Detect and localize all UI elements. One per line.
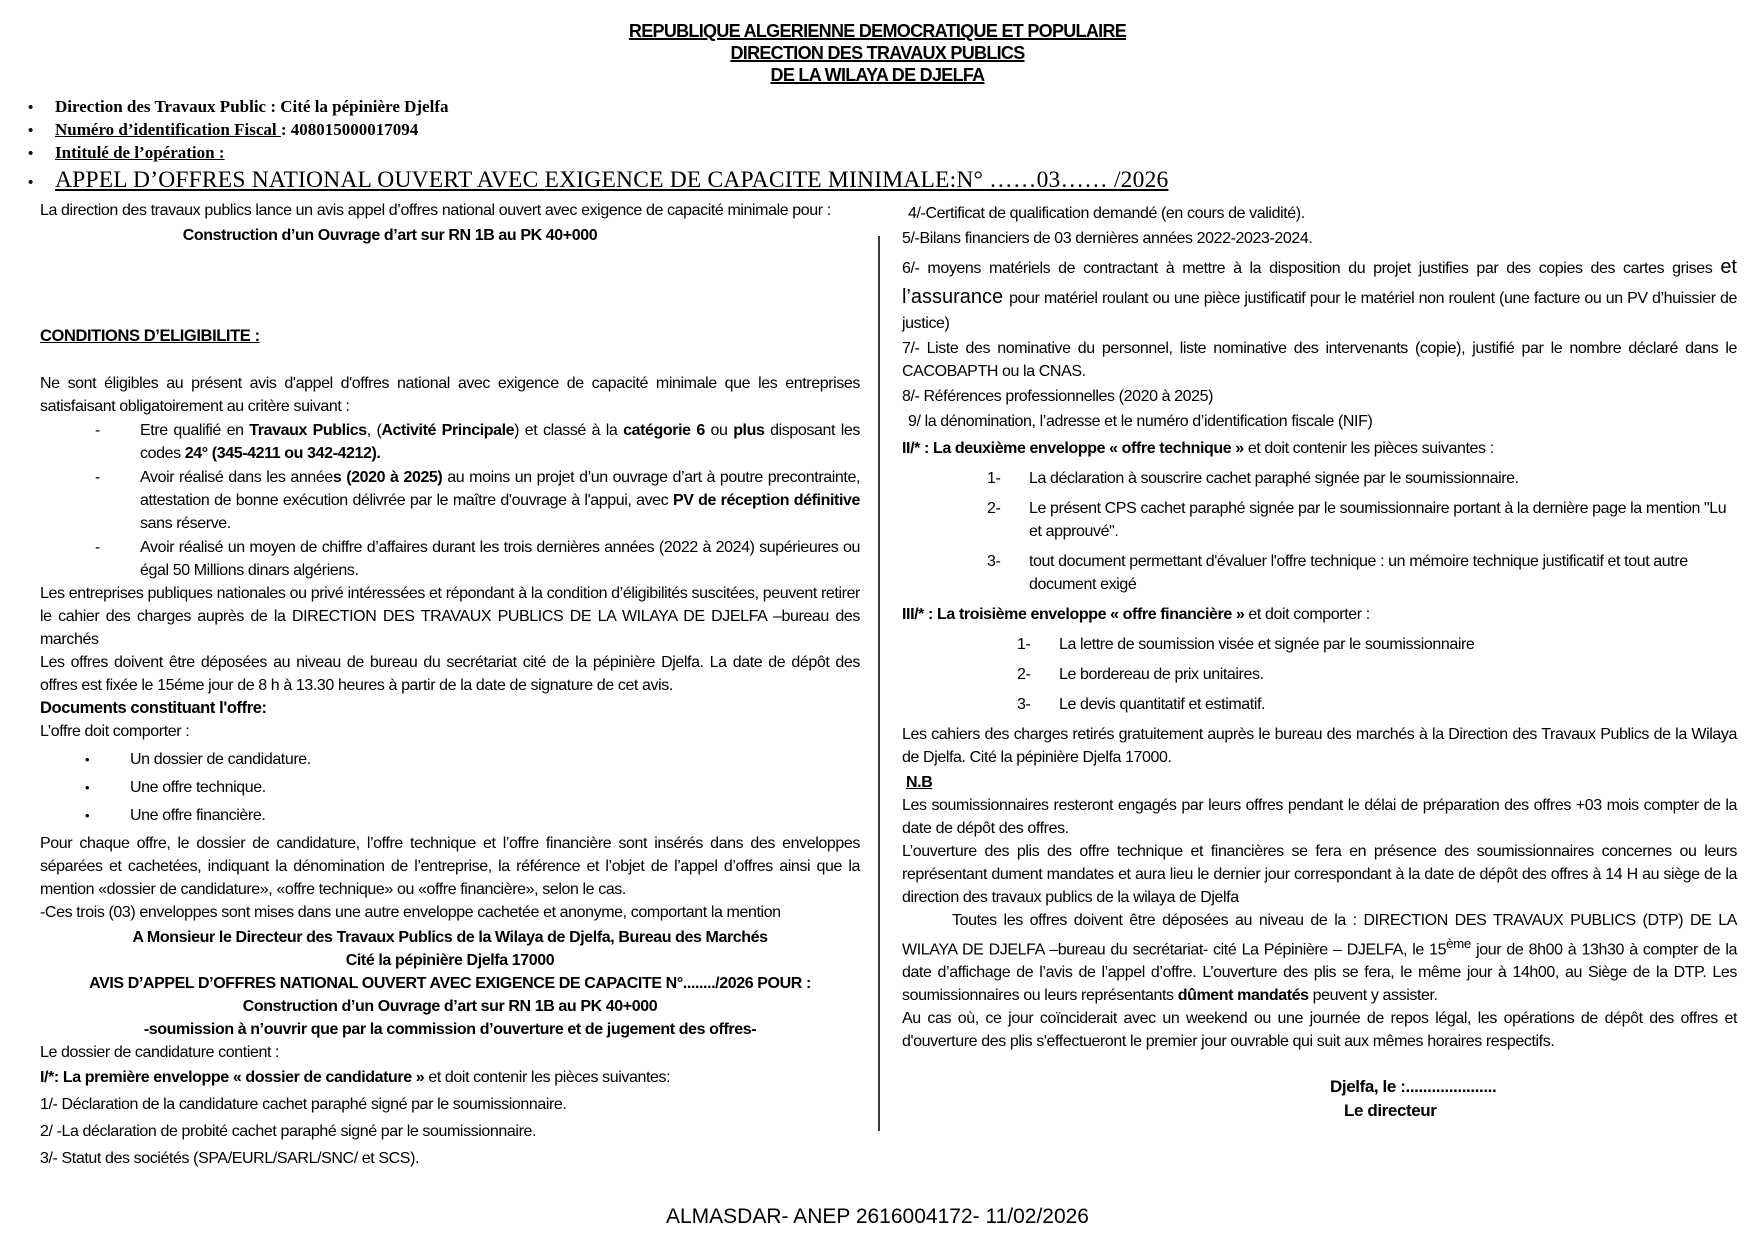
cahiers-paragraph: Les cahiers des charges retirés gratuitement auprès le bureau des marchés à la Direction des Travaux Publics de la Wilaya de Djelfa. Cité la pépinière Djelfa 17000. [902, 726, 1737, 766]
meta-operation-row [28, 142, 1755, 164]
envelope1-item: 2/ -La déclaration de probité cachet paraphé signé par le soumissionnaire. [40, 1123, 537, 1140]
criterion-text: Etre qualifié en Travaux Publics, (Activité Principale) et classé à la catégorie 6 ou plus disposant les codes 24° (345-4211 ou 342-4212). [140, 422, 860, 462]
item-number: 1- [1017, 636, 1031, 653]
item-number: 2- [1017, 666, 1031, 683]
nb-weekend-paragraph: Au cas où, ce jour coïnciderait avec un weekend ou une journée de repos légal, les opérations de dépôt des offres et d'ouverture des plis s'effectueront le premier jour ouvrable qui suit aux mêmes horaires respectifs. [902, 1010, 1737, 1051]
fiscal-id-value: : 408015000017094 [280, 120, 419, 139]
piece-item-6: 6/- moyens matériels de contractant à mettre à la disposition du projet justifies par des copies des cartes grises et l’assurance pour matériel roulant ou une pièce justificatif pour le matériel non roulent (une facture ou un PV d’huissier de justice) [902, 256, 1737, 332]
piece-item-4: 4/-Certificat de qualification demandé (en cours de validité). [908, 205, 1305, 222]
envelope2-item [902, 497, 1737, 543]
address-line: A Monsieur le Directeur des Travaux Publics de la Wilaya de Djelfa, Bureau des Marchés [132, 929, 768, 946]
eligibility-heading: CONDITIONS D’ELIGIBILITE : [40, 327, 260, 345]
envelope3-item [902, 663, 1737, 686]
offer-intro: L’offre doit comporter : [40, 723, 190, 740]
piece-item-8: 8/- Références professionnelles (2020 à 2025) [902, 388, 1214, 405]
item-number: 2- [987, 500, 1001, 517]
header-wilaya-line: DE LA WILAYA DE DJELFA [770, 65, 985, 85]
document-columns [0, 200, 1755, 1174]
nb-deposit-paragraph: Toutes les offres doivent être déposées au niveau de la : DIRECTION DES TRAVAUX PUBLICS (DTP) DE LA WILAYA DE DJELFA –bureau du secrétariat- cité La Pépinière – DJELFA, le 15ème jour de 8h00 à 13h30 à compter de la date d’affichage de l’avis de l’appel d’offre. L’ouverture des plis se fera, le même jour à 14h00, au Siège de la DTP. Les soumissionnaires ou leurs représentants dûment mandatés peuvent y assister. [902, 912, 1737, 1005]
signature-block [1330, 1075, 1737, 1123]
criterion-qualification [40, 419, 860, 465]
right-column [902, 200, 1755, 1174]
document-header [0, 0, 1755, 86]
item-number: 3- [987, 553, 1001, 570]
bullet-icon: • [85, 808, 90, 823]
offer-item-label: Un dossier de candidature. [130, 751, 311, 768]
offer-item-label: Une offre technique. [130, 779, 266, 796]
meta-title-row [28, 167, 1755, 193]
item-text: Le devis quantitatif et estimatif. [1059, 696, 1266, 713]
criterion-experience [40, 466, 860, 535]
meta-nif-row [28, 119, 1755, 141]
envelope3-heading: III/* : La troisième enveloppe « offre financière » et doit comporter : [902, 606, 1370, 623]
three-envelopes-paragraph: -Ces trois (03) enveloppes sont mises dans une autre enveloppe cachetée et anonyme, comportant la mention [40, 904, 781, 921]
address-line: Construction d’un Ouvrage d’art sur RN 1B au PK 40+000 [242, 998, 658, 1015]
deposit-paragraph: Les offres doivent être déposées au niveau de bureau du secrétariat cité de la pépinière Djelfa. La date de dépôt des offres est fixée le 15éme jour de 8 h à 13.30 heures à partir de la date de signature de cet avis. [40, 654, 860, 694]
item-text: Le bordereau de prix unitaires. [1059, 666, 1264, 683]
envelope3-item [902, 633, 1737, 656]
criterion-turnover [40, 536, 860, 582]
envelope2-item [902, 550, 1737, 596]
intro-lead: La direction des travaux publics lance un avis appel d’offres national ouvert avec exigence de capacité minimale pour : [40, 202, 831, 219]
criterion-text: Avoir réalisé dans les années (2020 à 2025) au moins un projet d’un ouvrage d’art à poutre precontrainte, attestation de bonne exécution délivrée par le maître d'ouvrage à l'appui, avec PV de réception définitive sans réserve. [140, 469, 860, 532]
bullet-icon: • [28, 174, 34, 191]
offer-item [40, 776, 860, 799]
fiscal-id-label: Numéro d’identification Fiscal [55, 120, 281, 139]
address-line: -soumission à n’ouvrir que par la commission d’ouverture et de jugement des offres- [143, 1021, 757, 1038]
tender-title: APPEL D’OFFRES NATIONAL OUVERT AVEC EXIGENCE DE CAPACITE MINIMALE:N° ……03…… /2026 [55, 167, 1169, 193]
withdrawal-paragraph: Les entreprises publiques nationales ou privé intéressées et répondant à la condition d’éligibilités suscitées, peuvent retirer le cahier des charges auprès de la DIRECTION DES TRAVAUX PUBLICS DE LA WILAYA DE DJELFA –bureau des marchés [40, 585, 860, 648]
dash-icon: - [95, 469, 100, 486]
envelope1-heading: I/*: La première enveloppe « dossier de candidature » et doit contenir les pièces suivantes: [40, 1069, 671, 1086]
operation-label: Intitulé de l’opération : [55, 143, 225, 162]
address-line: Cité la pépinière Djelfa 17000 [345, 952, 555, 969]
dossier-intro: Le dossier de candidature contient : [40, 1044, 280, 1061]
nb-heading: N.B [906, 774, 933, 791]
meta-list [28, 96, 1755, 193]
bullet-icon: • [28, 99, 34, 116]
column-divider [878, 236, 880, 1131]
envelope2-heading: II/* : La deuxième enveloppe « offre technique » et doit contenir les pièces suivantes : [902, 440, 1494, 457]
piece-item-9: 9/ la dénomination, l’adresse et le numéro d’identification fiscale (NIF) [908, 413, 1373, 430]
anep-footer: ALMASDAR- ANEP 2616004172- 11/02/2026 [665, 1205, 1089, 1228]
envelopes-paragraph: Pour chaque offre, le dossier de candidature, l’offre technique et l’offre financière sont insérés dans des enveloppes séparées et cachetées, indiquant la dénomination de l’entreprise, la référence et l’objet de l’appel d’offres ainsi que la mention «dossier de candidature», «offre technique» ou «offre financière», selon le cas. [40, 835, 860, 898]
meta-direction-row [28, 96, 1755, 118]
offer-item-label: Une offre financière. [130, 807, 266, 824]
offer-item [40, 748, 860, 771]
bullet-icon: • [85, 752, 90, 767]
offer-item [40, 804, 860, 827]
signature-title: Le directeur [1344, 1101, 1437, 1121]
item-number: 1- [987, 470, 1001, 487]
fiscal-id [55, 119, 418, 140]
criterion-text: Avoir réalisé un moyen de chiffre d’affaires durant les trois dernières années (2022 à 2024) supérieures ou égal 50 Millions dinars algériens. [140, 539, 860, 579]
envelope2-item [902, 467, 1737, 490]
insurance-emphasis: et l’assurance [902, 256, 1737, 308]
dash-icon: - [95, 422, 100, 439]
bullet-icon: • [28, 145, 34, 162]
piece-item-7: 7/- Liste des nominative du personnel, liste nominative des intervenants (copie), justifié par le nombre déclaré dans le CACOBAPTH ou la CNAS. [902, 340, 1737, 380]
item-text: Le présent CPS cachet paraphé signée par le soumissionnaire portant à la dernière page la mention "Lu et approuvé". [1029, 500, 1727, 540]
item-text: La déclaration à souscrire cachet paraphé signée par le soumissionnaire. [1029, 470, 1519, 487]
eligibility-intro: Ne sont éligibles au présent avis d'appel d'offres national avec exigence de capacité minimale que les entreprises satisfaisant obligatoirement au critère suivant : [40, 375, 860, 415]
envelope3-item [902, 693, 1737, 716]
item-number: 3- [1017, 696, 1031, 713]
superscript-eme: ème [1446, 936, 1471, 951]
envelope1-item: 1/- Déclaration de la candidature cachet paraphé signé par le soumissionnaire. [40, 1096, 567, 1113]
signature-date-line: Djelfa, le :..................... [1330, 1077, 1497, 1097]
envelope1-item: 3/- Statut des sociétés (SPA/EURL/SARL/SNC/ et SCS). [40, 1150, 420, 1167]
nb-opening-paragraph: L’ouverture des plis des offre technique et financières se fera en présence des soumissionnaires concernes ou leurs représentant dument mandates et aura lieu le dernier jour correspondant à la date de dépôt des offres à 14 H au siège de la direction des travaux publics de la wilaya de Djelfa [902, 843, 1737, 906]
project-title: Construction d’un Ouvrage d’art sur RN 1B au PK 40+000 [182, 227, 598, 244]
piece-item-5: 5/-Bilans financiers de 03 dernières années 2022-2023-2024. [902, 230, 1313, 247]
header-republic-line: REPUBLIQUE ALGERIENNE DEMOCRATIQUE ET POPULAIRE [628, 21, 1127, 41]
bullet-icon: • [85, 780, 90, 795]
documents-heading: Documents constituant l'offre: [40, 699, 267, 717]
header-direction-line: DIRECTION DES TRAVAUX PUBLICS [730, 43, 1025, 63]
item-text: La lettre de soumission visée et signée par le soumissionnaire [1059, 636, 1475, 653]
direction-address: Direction des Travaux Public : Cité la pépinière Djelfa [55, 97, 449, 116]
nb-engagement-paragraph: Les soumissionnaires resteront engagés par leurs offres pendant le délai de préparation des offres +03 mois compter de la date de dépôt des offres. [902, 797, 1737, 837]
item-text: tout document permettant d'évaluer l'offre technique : un mémoire technique justificatif et tout autre document exigé [1029, 553, 1688, 593]
left-column [0, 200, 860, 1174]
address-line: AVIS D’APPEL D’OFFRES NATIONAL OUVERT AVEC EXIGENCE DE CAPACITE N°......../2026 POUR : [89, 975, 811, 992]
dash-icon: - [95, 539, 100, 556]
bullet-icon: • [28, 122, 34, 139]
